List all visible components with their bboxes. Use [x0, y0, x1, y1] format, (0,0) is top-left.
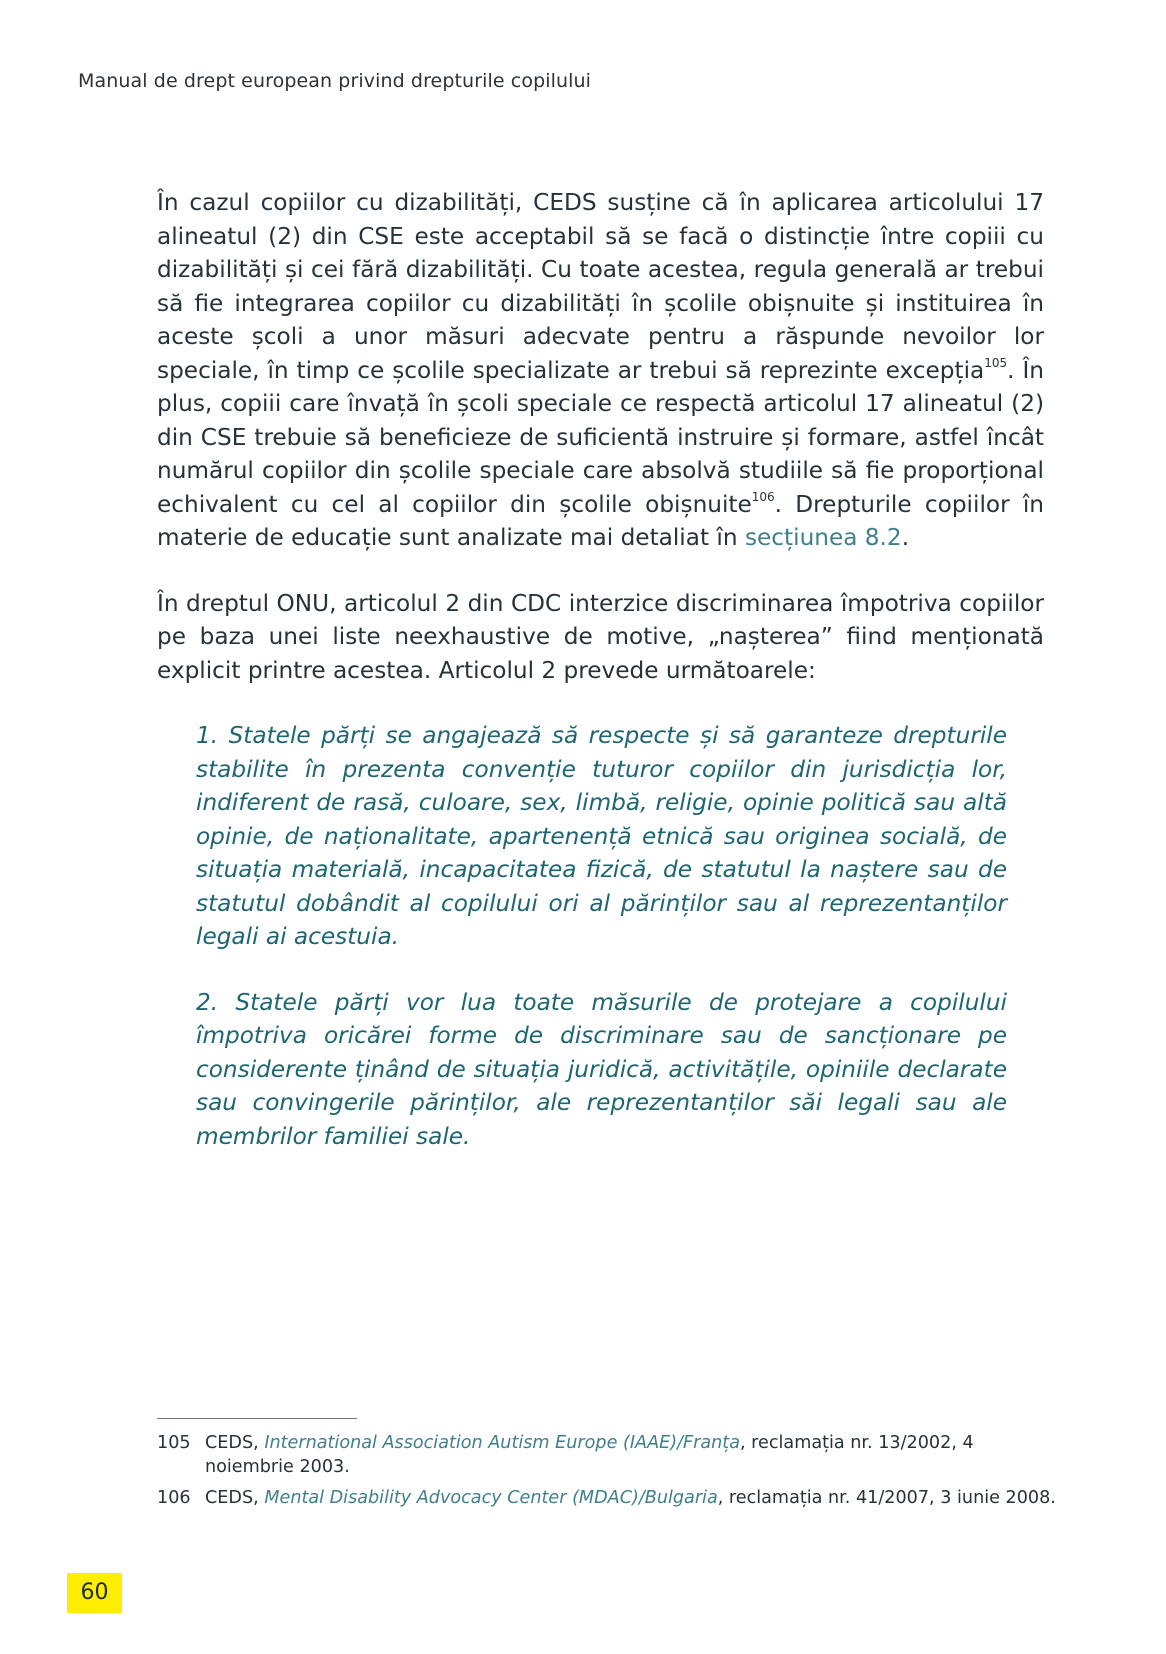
- footnote-suffix: , reclamația nr. 41/2007, 3 iunie 2008.: [717, 1488, 1056, 1508]
- quote-article-2-2: 2. Statele părți vor lua toate măsurile de protejare a copilului împotriva oricărei forme de discriminare sau de sancționare pe considerente ținând de situația juridică, activitățile, opiniile declarate sau convingerile părinților, ale reprezentanților săi legali sau ale membrilor familiei sale.: [196, 988, 1007, 1150]
- section-link[interactable]: secțiunea 8.2: [744, 524, 902, 551]
- footnote-number: 105: [157, 1433, 191, 1453]
- footnote-text: [205, 1486, 1056, 1510]
- paragraph-disabilities: [157, 186, 1044, 555]
- paragraph-text: . Drepturile copiilor în materie de educație sunt analizate mai detaliat în: [157, 490, 1045, 551]
- quote-article-2-1: 1. Statele părți se angajează să respecte și să garanteze drepturile stabilite în prezenta convenție tuturor copiilor din jurisdicția lor, indiferent de rasă, culoare, sex, limbă, religie, opinie politică sau altă opinie, de naționalitate, apartenență etnică sau originea socială, de situația materială, incapacitatea fizică, de statutul la naștere sau de statutul dobândit al copilului ori al părinților sau al reprezentanților legali ai acestuia.: [196, 722, 1007, 950]
- page-number: 60: [67, 1573, 122, 1613]
- running-header: Manual de drept european privind drepturile copilului: [78, 70, 592, 92]
- footnote-ref-106[interactable]: 106: [751, 489, 775, 504]
- footnote-case-title[interactable]: International Association Autism Europe (IAAE)/Franța: [264, 1433, 740, 1453]
- footnote-ref-105[interactable]: 105: [984, 355, 1008, 370]
- footnote-number: 106: [157, 1488, 191, 1508]
- footnote-divider: [157, 1418, 357, 1419]
- footnote-case-title[interactable]: Mental Disability Advocacy Center (MDAC)/Bulgaria: [264, 1488, 718, 1508]
- paragraph-text: . În plus, copiii care învață în școli speciale ce respectă articolul 17 alineatul (2) din CSE trebuie să beneficieze de suficientă instruire și formare, astfel încât numărul copiilor din școlile speciale care absolvă studiile să fie proporțional echivalent cu cel al copiilor din școlile obișnuite: [157, 356, 1044, 518]
- footnotes: [157, 1418, 1057, 1517]
- main-content: [157, 186, 1044, 1185]
- footnote-prefix: CEDS,: [205, 1488, 265, 1508]
- footnote-text: [205, 1431, 1057, 1479]
- footnote-105: [157, 1431, 1057, 1479]
- paragraph-text: În cazul copiilor cu dizabilități, CEDS susține că în aplicarea articolului 17 alineatul (2) din CSE este acceptabil să se facă o distincție între copiii cu dizabilități și cei fără dizabilități. Cu toate acestea, regula generală ar trebui să fie integrarea copiilor cu dizabilități în școlile obișnuite și instituirea în aceste școli a unor măsuri adecvate pentru a răspunde nevoilor lor speciale, în timp ce școlile specializate ar trebui să reprezinte excepția: [157, 189, 1044, 384]
- footnote-suffix: , reclamația nr. 13/2002, 4 noiembrie 2003.: [205, 1433, 974, 1477]
- paragraph-un-law: În dreptul ONU, articolul 2 din CDC interzice discriminarea împotriva copiilor pe baza unei liste neexhaustive de motive, „nașterea” fiind menționată explicit printre acestea. Articolul 2 prevede următoarele:: [157, 589, 1044, 684]
- footnote-106: [157, 1486, 1057, 1510]
- footnote-prefix: CEDS,: [205, 1433, 265, 1453]
- paragraph-text: .: [901, 524, 910, 551]
